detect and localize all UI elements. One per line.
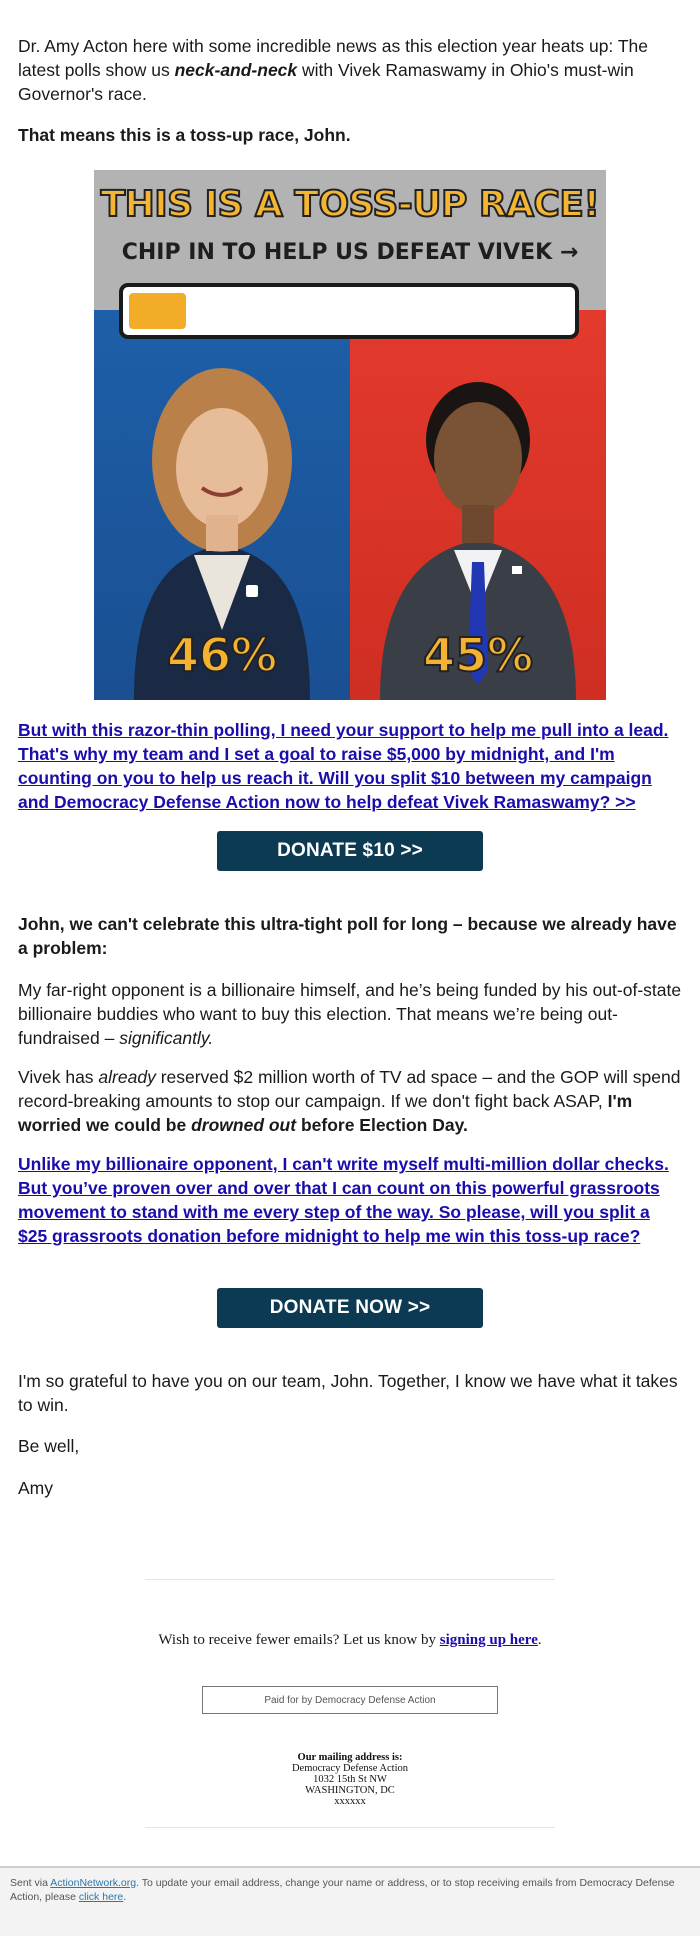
left-poll-percent: 46% (166, 628, 278, 682)
hero-image[interactable] (94, 170, 606, 700)
hero-subheadline: CHIP IN TO HELP US DEFEAT VIVEK → (121, 240, 579, 265)
intro-text-1: Dr. Amy Acton here with some incredible news as this election year heats up: The latest polls show us (18, 36, 648, 80)
actionnetwork-link[interactable]: ActionNetwork.org (50, 1877, 137, 1889)
address-line-1: Democracy Defense Action (291, 1763, 409, 1774)
hero-headline: THIS IS A TOSS-UP RACE! (100, 184, 600, 225)
unsubscribe-text: . To update your email address, change your name or address, or to stop receiving emails from Democracy Defense Action, please (10, 1877, 675, 1903)
address-line-4: xxxxxx (334, 1796, 366, 1807)
address-line-3: WASHINGTON, DC (305, 1785, 395, 1796)
billionaire-text: My far-right opponent is a billionaire himself, and he’s being funded by his out-of-state billionaire buddies who want to buy this election. That means we’re being out-fundraised – (18, 980, 682, 1048)
mailing-address-label: Our mailing address is: (297, 1752, 403, 1763)
donate-link-25[interactable]: Unlike my billionaire opponent, I can't write myself multi-million dollar checks. But you’ve proven over and over that I can count on this powerful grassroots movement to stand with me every step of the way. So please, will you split a $25 grassroots donation before midnight to help me win this toss-up race? (18, 1154, 669, 1246)
signature: Amy (18, 1478, 53, 1498)
action-network-notice (10, 1876, 680, 1904)
progress-fill (129, 293, 186, 329)
billionaire-emphasis: significantly. (119, 1028, 214, 1048)
tossup-line: That means this is a toss-up race, John. (18, 125, 351, 145)
sent-via-text: Sent via (10, 1877, 51, 1889)
vivek-text-a: Vivek has (18, 1067, 99, 1087)
vivek-emphasis: already (98, 1067, 156, 1087)
donate-link-10[interactable]: But with this razor-thin polling, I need your support to help me pull into a lead. That's why my team and I set a goal to raise $5,000 by midnight, and I'm counting on you to help us reach it. Will you split $10 between my campaign and Democracy Defense Action now to help defeat Vivek Ramaswamy? >> (18, 720, 669, 812)
signing-up-here-link[interactable]: signing up here (439, 1632, 538, 1648)
intro-text-2: with Vivek Ramaswamy in Ohio's must-win Governor's race. (18, 60, 634, 104)
vivek-bold-b: before Election Day. (296, 1115, 468, 1135)
signoff: Be well, (18, 1436, 80, 1456)
notice-end: . (123, 1891, 127, 1903)
click-here-link[interactable]: click here (78, 1891, 124, 1903)
right-poll-percent: 45% (422, 628, 534, 682)
fewer-emails-line (0, 1632, 700, 1649)
address-line-2: 1032 15th St NW (313, 1774, 387, 1785)
vivek-bold-a: I'm worried we could be (18, 1091, 633, 1135)
billionaire-paragraph (18, 978, 682, 1050)
donate-10-button[interactable]: DONATE $10 >> (217, 831, 483, 871)
paid-for-disclaimer: Paid for by Democracy Defense Action (202, 1686, 498, 1714)
grateful-paragraph: I'm so grateful to have you on our team, John. Together, I know we have what it takes to win. (18, 1371, 678, 1415)
cta-paragraph-2 (18, 1152, 682, 1248)
intro-emphasis: neck-and-neck (174, 60, 298, 80)
footer-divider-top (145, 1579, 555, 1580)
fewer-emails-end: . (537, 1632, 542, 1648)
fundraising-progress-bar (119, 283, 579, 339)
action-network-footer (0, 1866, 700, 1936)
intro-paragraph (18, 34, 682, 106)
fewer-emails-text: Wish to receive fewer emails? Let us know by (158, 1632, 440, 1648)
footer-divider-bottom (145, 1827, 555, 1828)
problem-heading: John, we can't celebrate this ultra-tight poll for long – because we already have a problem: (18, 914, 677, 958)
vivek-text-b: reserved $2 million worth of TV ad space – and the GOP will spend record-breaking amounts to stop our campaign. If we don't fight back ASAP, (18, 1067, 681, 1111)
donate-now-button[interactable]: DONATE NOW >> (217, 1288, 483, 1328)
cta-paragraph-1 (18, 718, 682, 814)
vivek-paragraph (18, 1065, 682, 1137)
vivek-bold-emphasis: drowned out (191, 1115, 297, 1135)
